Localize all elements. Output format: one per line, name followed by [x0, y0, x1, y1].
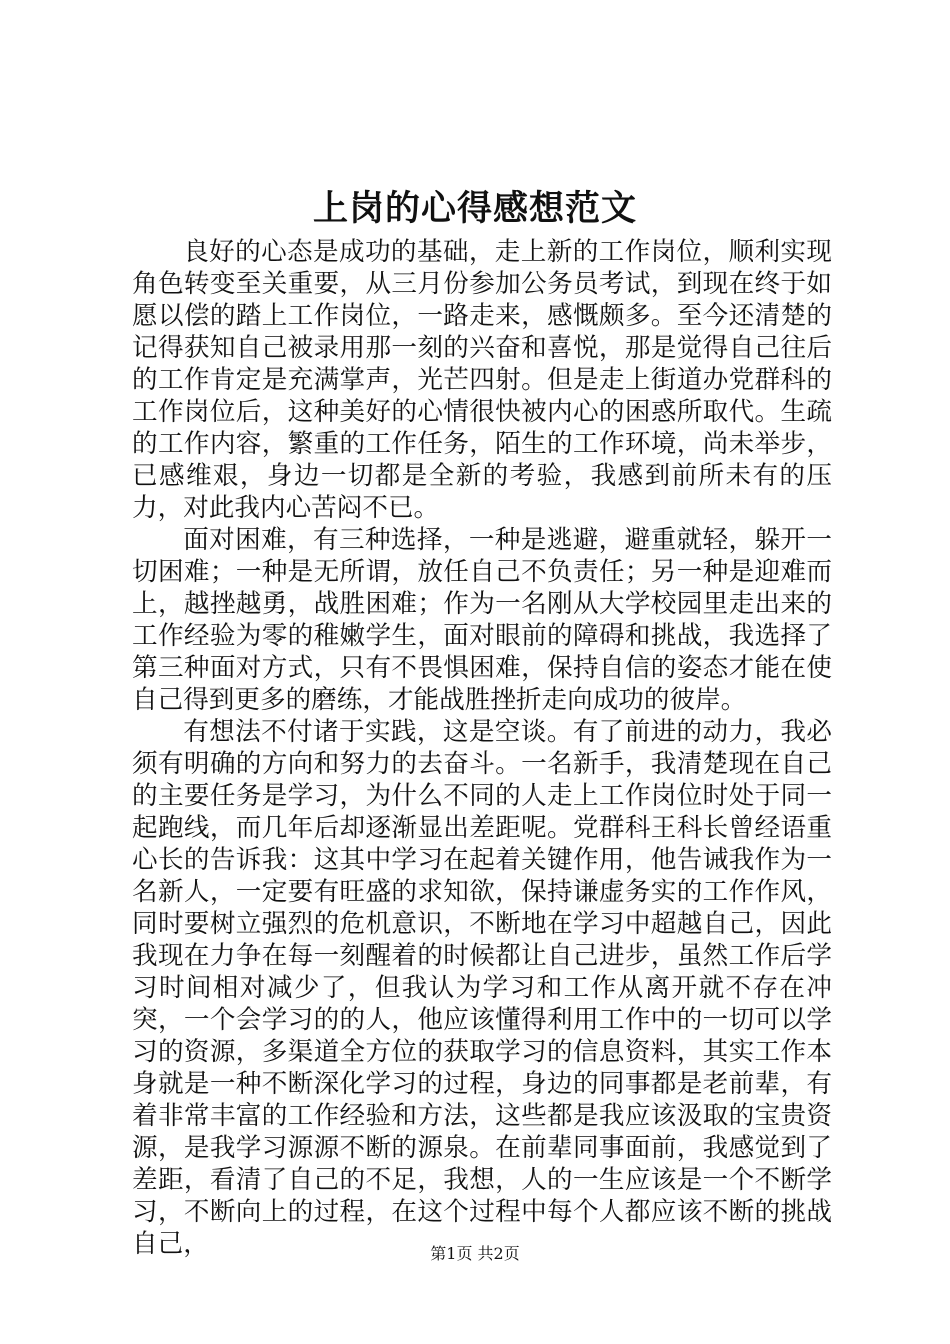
paragraph: 良好的心态是成功的基础，走上新的工作岗位，顺利实现角色转变至关重要，从三月份参加公务员考试，到现在终于如愿以偿的踏上工作岗位，一路走来，感慨颇多。至今还清楚的记得获知自己被录用那一刻的兴奋和喜悦，那是觉得自己往后的工作肯定是充满掌声，光芒四射。但是走上街道办党群科的工作岗位后，这种美好的心情很快被内心的困惑所取代。生疏的工作内容，繁重的工作任务，陌生的工作环境，尚未举步，已感维艰，身边一切都是全新的考验，我感到前所未有的压力，对此我内心苦闷不已。 — [132, 237, 832, 523]
paragraph: 面对困难，有三种选择，一种是逃避，避重就轻，躲开一切困难；一种是无所谓，放任自己不负责任；另一种是迎难而上，越挫越勇，战胜困难；作为一名刚从大学校园里走出来的工作经验为零的稚嫩学生，面对眼前的障碍和挑战，我选择了第三种面对方式，只有不畏惧困难，保持自信的姿态才能在使自己得到更多的磨练，才能战胜挫折走向成功的彼岸。 — [132, 525, 832, 715]
document-title: 上岗的心得感想范文 — [312, 188, 637, 229]
paragraph: 有想法不付诸于实践，这是空谈。有了前进的动力，我必须有明确的方向和努力的去奋斗。一名新手，我清楚现在自己的主要任务是学习，为什么不同的人走上工作岗位时处于同一起跑线，而几年后却逐渐显出差距呢。党群科王科长曾经语重心长的告诉我：这其中学习在起着关键作用，他告诫我作为一名新人，一定要有旺盛的求知欲，保持谦虚务实的工作作风，同时要树立强烈的危机意识，不断地在学习中超越自己，因此我现在力争在每一刻醒着的时候都让自己进步，虽然工作后学习时间相对减少了，但我认为学习和工作从离开就不存在冲突，一个会学习的的人，他应该懂得利用工作中的一切可以学习的资源，多渠道全方位的获取学习的信息资料，其实工作本身就是一种不断深化学习的过程，身边的同事都是老前辈，有着非常丰富的工作经验和方法，这些都是我应该汲取的宝贵资源，是我学习源源不断的源泉。在前辈同事面前，我感觉到了差距，看清了自己的不足，我想，人的一生应该是一个不断学习，不断向上的过程，在这个过程中每个人都应该不断的挑战自己， — [132, 717, 832, 1259]
document-body — [132, 236, 832, 1260]
page-footer: 第1页 共2页 — [430, 1244, 520, 1263]
